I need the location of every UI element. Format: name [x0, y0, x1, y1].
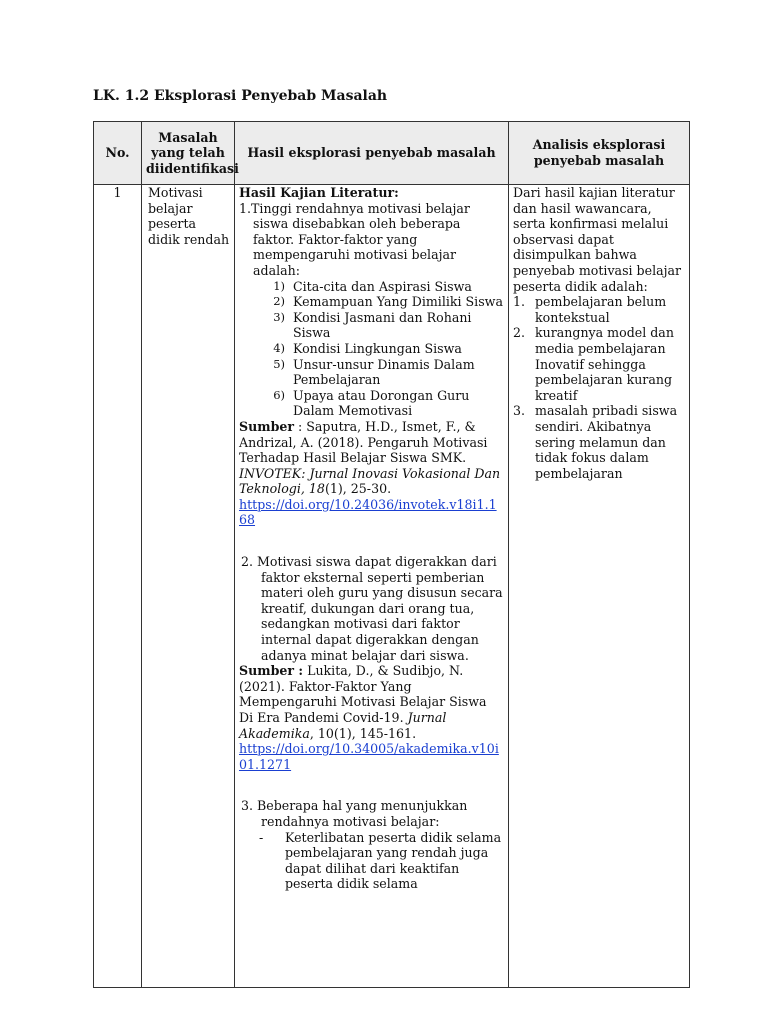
source-1-link[interactable]: https://doi.org/10.24036/invotek.v18i1.168: [239, 496, 497, 528]
hasil-heading: Hasil Kajian Literatur:: [239, 185, 399, 200]
table-row: [94, 185, 690, 988]
page-title: LK. 1.2 Eksplorasi Penyebab Masalah: [93, 88, 388, 104]
analisis-intro: Dari hasil kajian literatur dan hasil wawancara, serta konfirmasi melalui observasi dapat disimpulkan bahwa penyebab motivasi belajar peserta didik adalah:: [513, 185, 682, 294]
source-2: Sumber : Lukita, D., & Sudibjo, N. (2021). Faktor-Faktor Yang Mempengaruhi Motivasi Belajar Siswa Di Era Pandemi Covid-19. Jurnal Akademika, 10(1), 145-161.: [239, 663, 487, 741]
exploration-table: [93, 121, 690, 988]
hasil-item-2: 2. Motivasi siswa dapat digerakkan dari faktor eksternal seperti pemberian materi oleh guru yang disusun secara kreatif, dukungan dari orang tua, sedangkan motivasi dari faktor internal dapat digerakkan dengan adanya minat belajar dari siswa.: [241, 554, 503, 663]
row-analisis: [509, 185, 690, 988]
row-masalah: Motivasi belajar peserta didik rendah: [142, 185, 235, 988]
header-hasil: Hasil eksplorasi penyebab masalah: [235, 122, 509, 185]
analisis-item: 1. pembelajaran belum kontekstual: [513, 294, 667, 325]
factor-item: 3) Kondisi Jasmani dan Rohani Siswa: [273, 309, 472, 341]
analisis-item: 2. kurangnya model dan media pembelajaran Inovatif sehingga pembelajaran kurang kreatif: [513, 325, 674, 403]
factor-list: [239, 279, 504, 419]
source-1: Sumber : Saputra, H.D., Ismet, F., & Andrizal, A. (2018). Pengaruh Motivasi Terhadap Hasil Belajar Siswa SMK. INVOTEK: Jurnal Inovasi Vokasional Dan Teknologi, 18(1), 25-30.: [239, 418, 501, 497]
analisis-item: 3. masalah pribadi siswa sendiri. Akibatnya sering melamun dan tidak fokus dalam pembelajaran: [513, 403, 678, 481]
header-analisis: Analisis eksplorasi penyebab masalah: [509, 122, 690, 185]
hasil-item-1: 1.Tinggi rendahnya motivasi belajar siswa disebabkan oleh beberapa faktor. Faktor-faktor yang mempengaruhi motivasi belajar adalah:: [239, 200, 470, 278]
table-header-row: [94, 122, 690, 185]
factor-item: 4) Kondisi Lingkungan Siswa: [273, 340, 462, 356]
factor-item: 2) Kemampuan Yang Dimiliki Siswa: [273, 294, 503, 310]
factor-item: 6) Upaya atau Dorongan Guru Dalam Memotivasi: [273, 387, 470, 419]
factor-item: 1) Cita-cita dan Aspirasi Siswa: [273, 278, 472, 294]
source-2-link[interactable]: https://doi.org/10.34005/akademika.v10i01.1271: [239, 741, 499, 772]
header-no: No.: [94, 122, 142, 185]
row-hasil: [235, 185, 509, 988]
hasil-item-3: 3. Beberapa hal yang menunjukkan rendahnya motivasi belajar:: [241, 798, 468, 829]
analisis-list: [513, 294, 685, 481]
factor-item: 5) Unsur-unsur Dinamis Dalam Pembelajaran: [273, 356, 475, 388]
row-number: 1: [94, 185, 142, 988]
hasil-item-3-dash: - Keterlibatan peserta didik selama pembelajaran yang rendah juga dapat dilihat dari keaktifan peserta didik selama: [259, 829, 502, 892]
header-masalah: Masalah yang telah diidentifikasi: [142, 122, 235, 185]
